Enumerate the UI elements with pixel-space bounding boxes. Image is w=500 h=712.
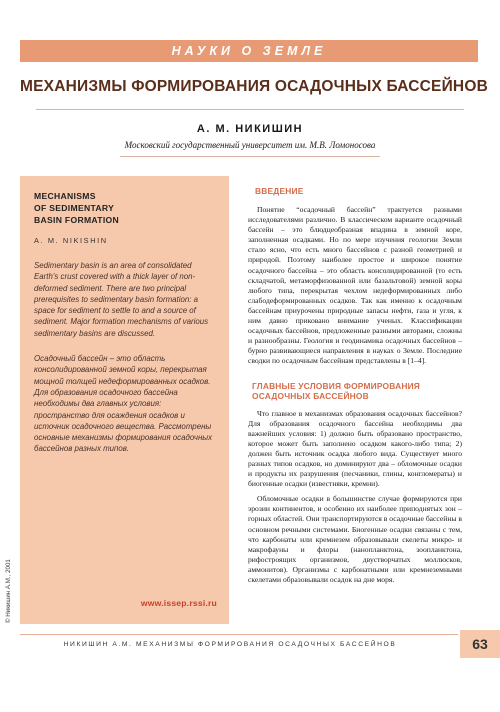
russian-abstract: Осадочный бассейн – это область консолидированной земной коры, перекрытая мощной толщей недеформированных осадков. Для образования осадочного бассейна необходимы два главных условия: пространство для осаждения осадков и источник осадочного вещества. Рассмотрены основные механизмы формирования осадочных бассейнов разных типов. (34, 354, 213, 454)
author-affiliation: Московский государственный университет им. М.В. Ломоносова (124, 140, 376, 150)
conditions-paragraph: Обломочные осадки в большинстве случае формируются при эрозии континентов, и особенно их наиболее приподнятых зон – горных областей. Они транспортируются в осадочные бассейны в основном речными системами. Биогенные осадки связаны с тем, что карбонаты или кремнезем образовывали скелеты микро- и макрофауны и флоры (нанопланктона, зоопланктона, рифостроящих организмов, двустворчатых моллюсков, аммонитов). Организмы с карбонатными или кремнеземными скелетами образовывали осадок на дне моря. (248, 494, 462, 584)
journal-url-link[interactable]: www.issep.rssi.ru (140, 598, 217, 608)
english-title-line: BASIN FORMATION (34, 215, 120, 225)
conditions-heading (252, 381, 462, 401)
author-name: А. М. НИКИШИН (196, 123, 304, 135)
title-divider (36, 109, 464, 110)
affiliation-divider (120, 156, 380, 157)
section-banner-label: НАУКИ О ЗЕМЛЕ (171, 44, 327, 58)
copyright-text: © Никишин А.М., 2001 (5, 559, 12, 623)
abstract-sidebar (20, 176, 229, 624)
footer-divider (20, 634, 458, 635)
copyright-notice (5, 559, 13, 703)
english-title-line: OF SEDIMENTARY (34, 203, 115, 213)
article-body (248, 186, 462, 585)
conditions-heading-line: ОСАДОЧНЫХ БАССЕЙНОВ (252, 390, 369, 401)
intro-heading: ВВЕДЕНИЕ (255, 186, 304, 196)
conditions-heading-line: ГЛАВНЫЕ УСЛОВИЯ ФОРМИРОВАНИЯ (252, 380, 421, 391)
article-title: МЕХАНИЗМЫ ФОРМИРОВАНИЯ ОСАДОЧНЫХ БАССЕЙНОВ (20, 78, 488, 95)
page-number: 63 (460, 630, 500, 658)
running-title: НИКИШИН А.М. МЕХАНИЗМЫ ФОРМИРОВАНИЯ ОСАДОЧНЫХ БАССЕЙНОВ (63, 641, 397, 648)
english-author: A. M. NIKISHIN (34, 236, 108, 245)
english-title-line: MECHANISMS (34, 191, 96, 201)
section-banner (20, 40, 478, 62)
english-abstract: Sedimentary basin is an area of consolidated Earth's crust covered with a thick layer of non-deformed sediment. There are two principal prerequisites to sedimentary basin formation: a space for sediment to settle to and a source of sediment. Major formation mechanisms of various sedimentary basins are discussed. (34, 261, 209, 338)
intro-paragraph: Понятие “осадочный бассейн” трактуется разными исследователями различно. В классическом варианте осадочный бассейн – это блюдцеобразная впадина в земной коре, заполненная осадками. Но по мере изучения геологии Земли стало ясно, что есть много бассейнов с разной геометрией и природой. Поэтому наиболее простое и широкое понятие осадочного бассейна – это область консолидированной (то есть складчатой, метаморфизованной или базальтовой) земной коры любого типа, перекрытая чехлом недеформированных либо слабодеформированных осадков. Так как именно к осадочным бассейнам приурочены природные запасы нефти, газа и угля, к ним давно приковано внимание ученых. Классификации осадочных бассейнов, предложенные разными авторами, сложны и разнообразны. Геология и геодинамика осадочных бассейнов – бурно развивающиеся направления в науках о Земле. Последние сводки по осадочным бассейнам представлены в [1–4]. (248, 205, 462, 366)
english-title (34, 190, 217, 226)
conditions-paragraph: Что главное в механизмах образования осадочных бассейнов? Для образования осадочного бассейна необходимы два важнейших условия: 1) должно быть образовано пространство, которое может быть заполнено осадком какого-либо типа; 2) должен быть источник осадка любого вида. Существует много разных типов осадков, но доминируют два – обломочные осадки и продукты их разрушения (песчаники, глины, конгломераты) и биогенные осадки (известняки, кремни). (248, 408, 462, 489)
